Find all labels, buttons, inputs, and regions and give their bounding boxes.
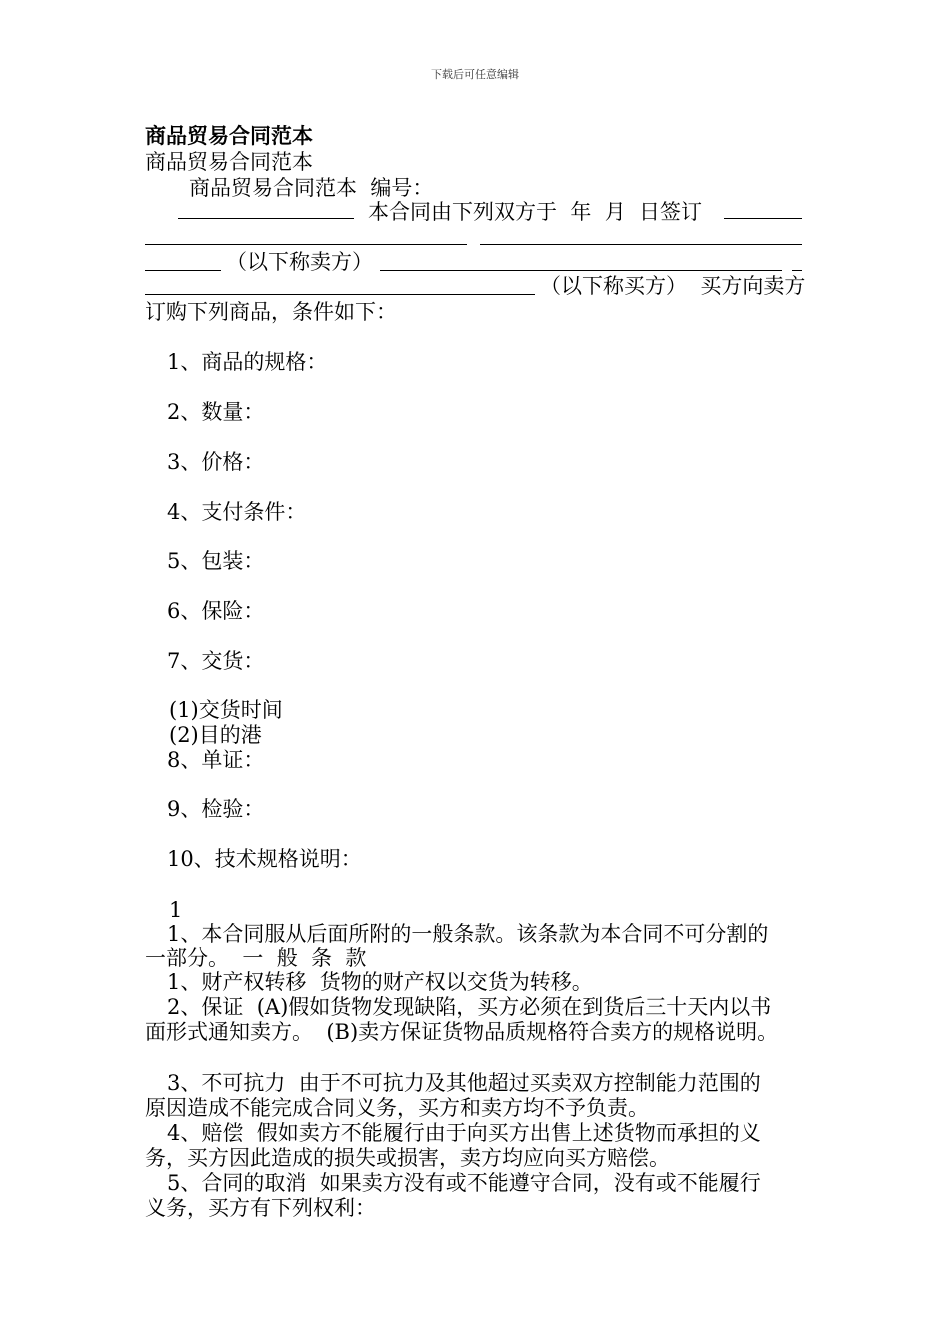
page-header: 下载后可任意编辑 — [431, 68, 519, 81]
document-subtitle: 商品贸易合同范本 — [145, 150, 313, 174]
terms-line: 1、本合同服从后面所附的一般条款。该条款为本合同不可分割的 — [167, 922, 769, 946]
list-item: 4、支付条件： — [167, 500, 307, 524]
delivery-sub-item: (1)交货时间 — [169, 698, 283, 722]
terms-line: 义务，买方有下列权利： — [145, 1196, 376, 1220]
blank-line — [178, 218, 354, 219]
list-item: 7、交货： — [167, 649, 265, 673]
list-item: 9、检验： — [167, 797, 265, 821]
signing-date-line: 本合同由下列双方于 年 月 日签订 — [368, 200, 703, 224]
blank-line — [380, 270, 782, 271]
blank-line — [145, 270, 221, 271]
buyer-label: （以下称买方） 买方向卖方 — [540, 274, 806, 298]
terms-line: 5、合同的取消 如果卖方没有或不能遵守合同，没有或不能履行 — [167, 1171, 761, 1195]
contract-number-line: 商品贸易合同范本 编号： — [189, 176, 434, 200]
document-title: 商品贸易合同范本 — [145, 123, 313, 148]
intro-end: 订购下列商品，条件如下： — [145, 300, 397, 324]
list-item: 10、技术规格说明： — [167, 847, 362, 871]
terms-line: 4、赔偿 假如卖方不能履行由于向买方出售上述货物而承担的义 — [167, 1121, 761, 1145]
blank-line — [145, 244, 467, 245]
list-item: 2、数量： — [167, 400, 265, 424]
blank-line — [724, 218, 802, 219]
delivery-sub-item: (2)目的港 — [169, 723, 262, 747]
terms-line: 一部分。 一 般 条 款 — [145, 946, 367, 970]
list-item: 8、单证： — [167, 748, 265, 772]
blank-line — [145, 294, 535, 295]
list-item: 6、保险： — [167, 599, 265, 623]
terms-line: 务，买方因此造成的损失或损害，卖方均应向买方赔偿。 — [145, 1146, 670, 1170]
seller-label: （以下称卖方） — [226, 250, 373, 274]
terms-line: 2、保证 (A)假如货物发现缺陷，买方必须在到货后三十天内以书 — [167, 995, 772, 1019]
terms-line: 3、不可抗力 由于不可抗力及其他超过买卖双方控制能力范围的 — [167, 1071, 761, 1095]
terms-line: 1、财产权转移 货物的财产权以交货为转移。 — [167, 970, 593, 994]
blank-line — [792, 270, 802, 271]
blank-line — [480, 244, 802, 245]
list-item: 5、包装： — [167, 549, 265, 573]
terms-line: 原因造成不能完成合同义务，买方和卖方均不予负责。 — [145, 1096, 649, 1120]
list-item: 3、价格： — [167, 450, 265, 474]
terms-line: 面形式通知卖方。 (B)卖方保证货物品质规格符合卖方的规格说明。 — [145, 1020, 779, 1044]
page-number: 1 — [169, 898, 183, 922]
list-item: 1、商品的规格： — [167, 350, 328, 374]
